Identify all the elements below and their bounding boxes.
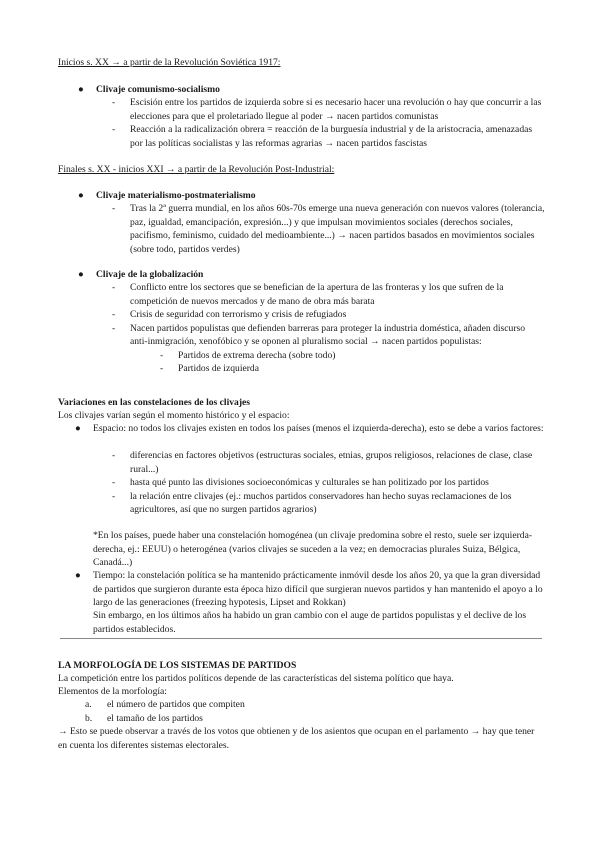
morphology-elements-label: Elementos de la morfología:	[58, 686, 167, 697]
morphology-conclusion: → Esto se puede observar a través de los votos que obtienen y de los asientos que ocupan en el parlamento → hay que tener en cuenta los diferentes sistemas electorales.	[58, 726, 535, 751]
space-factors	[112, 449, 545, 517]
space-text: Espacio: no todos los clivajes existen en todos los países (menos el izquierda-derecha), esto se debe a varios factores:	[93, 423, 544, 434]
list-item: - diferencias en factores objetivos (estructuras sociales, etnias, grupos religiosos, relaciones de clase, clase rural...)	[112, 450, 533, 475]
dash-icon: -	[112, 124, 116, 135]
cleavage-items	[112, 281, 545, 376]
list-item: - Nacen partidos populistas que defienden barreras para proteger la industria doméstica, añaden discurso anti-inmigración, xenofóbico y se oponen al pluralismo social → nacen partidos populistas: - Partidos de extrema derecha (sobre todo) - Partidos de izquierda	[112, 322, 545, 376]
morphology-title: LA MORFOLOGÍA DE LOS SISTEMAS DE PARTIDOS	[58, 660, 297, 671]
list-item: a. el número de partidos que compiten	[85, 699, 245, 710]
cleavage-items	[112, 96, 545, 150]
bullet-icon: ●	[78, 269, 84, 280]
dash-icon: -	[112, 282, 116, 293]
dash-icon: -	[112, 203, 116, 214]
variations-intro: Los clivajes varían según el momento histórico y el espacio:	[58, 410, 290, 421]
morphology-intro: La competición entre los partidos políticos depende de las características del sistema político que haya.	[58, 673, 454, 684]
list-item: b. el tamaño de los partidos	[85, 712, 203, 724]
list-item: - Reacción a la radicalización obrera = reacción de la burguesía industrial y de la aristocracia, amenazadas por las políticas socialistas y las reformas agrarias → nacen partidos fascistas	[112, 124, 533, 149]
list-item: - Partidos de izquierda	[160, 363, 259, 374]
section-heading-late-20th: Finales s. XX - inicios XXI → a partir de la Revolución Post-Industrial:	[58, 164, 335, 175]
dash-icon: -	[112, 309, 116, 320]
cleavage-label: Clivaje de la globalización	[96, 269, 204, 280]
dash-icon: -	[112, 97, 116, 108]
variations-title: Variaciones en las constelaciones de los clivajes	[58, 397, 251, 408]
list-item: - Partidos de extrema derecha (sobre todo)	[160, 349, 336, 361]
list-item: - Crisis de seguridad con terrorismo y crisis de refugiados	[112, 309, 347, 320]
bullet-icon: ●	[75, 423, 81, 434]
bullet-icon: ●	[78, 84, 84, 95]
dash-icon: -	[112, 322, 116, 334]
cleavage-label: Clivaje comunismo-socialismo	[96, 84, 220, 95]
list-item: - Escisión entre los partidos de izquierda sobre si es necesario hacer una revolución o hay que concurrir a las elecciones para que el proletariado llegue al poder → nacen partidos comunistas	[112, 97, 542, 122]
list-item: - Tras la 2ª guerra mundial, en los años 60s-70s emerge una nueva generación con nuevos valores (tolerancia, paz, igualdad, emancipación, expresión...) y que impulsan movimientos sociales (derechos sociales, pacifismo, feminismo, cuidado del medioambiente...) → nacen partidos basados en movimientos sociales (sobre todo, partidos verdes)	[112, 203, 545, 255]
list-item: - la relación entre clivajes (ej.: muchos partidos conservadores han hecho suyas reclamaciones de los agricultores, así que no surgen partidos agrarios)	[112, 490, 512, 515]
dash-icon: -	[160, 349, 164, 361]
dash-icon: -	[160, 363, 164, 374]
populist-party-types	[130, 349, 545, 376]
list-item: - hasta qué punto las divisiones socioeconómicas y culturales se han politizado por los partidos	[112, 477, 489, 488]
time-extra: Sin embargo, en los últimos años ha habido un gran cambio con el auge de partidos populistas y el declive de los partidos establecidos.	[93, 610, 527, 635]
bullet-icon: ●	[78, 190, 84, 201]
time-text: Tiempo: la constelación política se ha mantenido prácticamente inmóvil desde los años 20, ya que la gran diversidad de partidos que surgieron durante esta época hizo difícil que surgieran nuevos partidos y han mantenido el apoyo a lo largo de las generaciones (freezing hypotesis, Lipset and Rokkan)	[93, 570, 543, 608]
bullet-icon: ●	[75, 570, 81, 581]
cleavage-label: Clivaje materialismo-postmaterialismo	[96, 190, 256, 201]
constellation-note: *En los países, puede haber una constelación homogénea (un clivaje predomina sobre el resto, suele ser izquierda-derecha, ej.: EEUU) o heterogénea (varios clivajes se suceden a la vez; en democracias plurales Suiza, Bélgica, Canadá...)	[93, 530, 533, 568]
dash-icon: -	[112, 450, 116, 461]
cleavage-items	[112, 202, 545, 256]
morphology-elements	[85, 698, 245, 725]
list-item: - Conflicto entre los sectores que se benefician de la apertura de las fronteras y los que sufren de la competición de nuevos mercados y de mano de obra más barata	[112, 282, 504, 307]
section-heading-early-20th: Inicios s. XX → a partir de la Revolución Soviética 1917:	[58, 57, 281, 68]
dash-icon: -	[112, 477, 116, 488]
section-divider	[60, 638, 542, 639]
dash-icon: -	[112, 490, 116, 502]
